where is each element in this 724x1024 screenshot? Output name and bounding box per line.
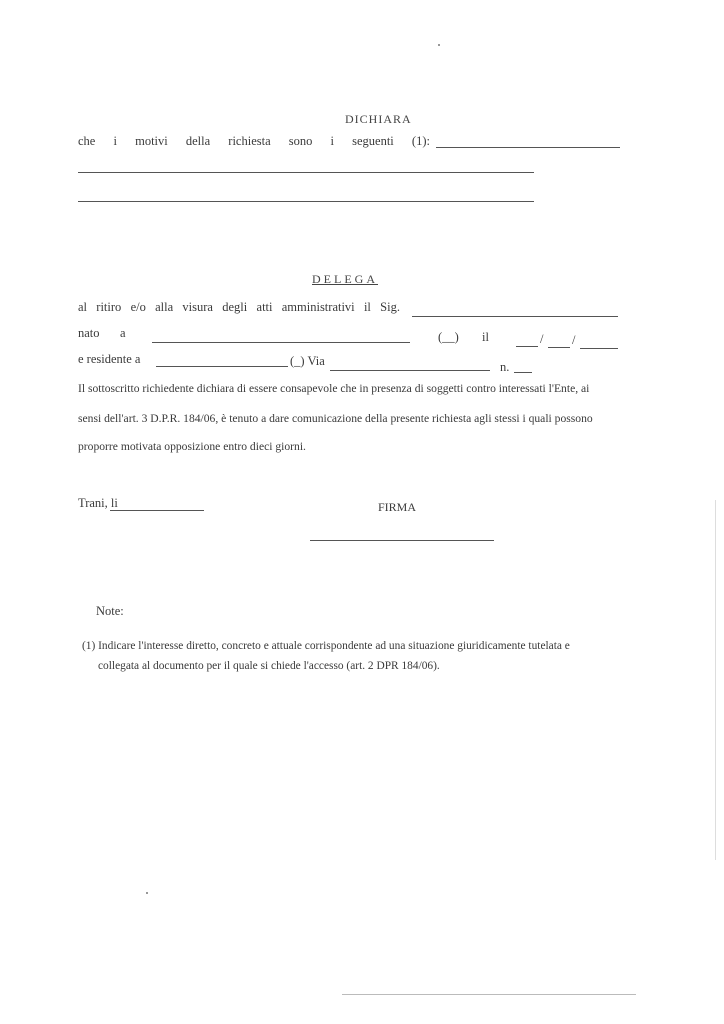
delega-line-1 [78,300,400,315]
word: i [113,134,117,148]
word: seguenti [352,134,394,148]
word: richiesta [228,134,271,148]
delega-heading: DELEGA [312,272,378,286]
word: motivi [135,134,168,148]
word: (1): [411,134,430,148]
birth-year-blank[interactable] [580,348,618,349]
dichiara-heading: DICHIARA [345,112,412,126]
scan-edge-shadow [715,500,716,860]
delegate-name-blank[interactable] [412,316,618,317]
place-date-label: Trani, li [78,496,118,510]
scan-speck [438,44,440,46]
date-blank[interactable] [110,510,204,511]
reasons-blank-3[interactable] [78,201,534,202]
word: ritiro [96,300,122,314]
word: degli [222,300,248,314]
residence-city-blank[interactable] [156,366,288,367]
note-item-line: (1) Indicare l'interesse diretto, concreto e attuale corrispondente ad una situazione giuridicamente tutelata e [82,640,570,652]
word: sono [288,134,313,148]
word: al [78,300,88,314]
house-number-blank[interactable] [514,372,532,373]
date-separator: / [540,332,544,346]
scan-speck [146,892,148,894]
house-number-label: n. [500,360,510,374]
word: i [330,134,334,148]
date-separator: / [572,333,576,347]
word: amministrativi [281,300,355,314]
word: atti [256,300,273,314]
declaration-paragraph-line: proporre motivata opposizione entro dieci giorni. [78,440,306,453]
firma-label: FIRMA [378,500,417,514]
dichiara-reasons-line [78,134,430,149]
birth-day-blank[interactable] [516,346,538,347]
reasons-blank-2[interactable] [78,172,534,173]
declaration-paragraph-line: Il sottoscritto richiedente dichiara di essere consapevole che in presenza di soggetti contro interessati l'Ente, ai [78,382,590,395]
word: e/o [130,300,146,314]
birth-month-blank[interactable] [548,347,570,348]
residence-street-blank[interactable] [330,370,490,371]
scan-bottom-rule [342,994,636,995]
word: alla [155,300,174,314]
nato-label: nato [78,326,100,340]
declaration-paragraph-line: sensi dell'art. 3 D.P.R. 184/06, è tenuto a dare comunicazione della presente richiesta agli stessi i quali possono [78,412,593,425]
reasons-blank-1[interactable] [436,147,620,148]
word: che [78,134,96,148]
residence-prov-via-label: (_) Via [290,354,325,368]
birth-province-field[interactable]: (__) [438,330,459,344]
a-label: a [120,326,126,340]
birthplace-blank[interactable] [152,342,410,343]
word: Sig. [380,300,400,314]
il-label: il [482,330,489,344]
residente-label: e residente a [78,352,141,366]
notes-heading: Note: [96,604,124,618]
signature-blank[interactable] [310,540,494,541]
word: della [185,134,211,148]
word: visura [182,300,213,314]
word: il [363,300,371,314]
note-item-line: collegata al documento per il quale si chiede l'accesso (art. 2 DPR 184/06). [98,660,440,672]
